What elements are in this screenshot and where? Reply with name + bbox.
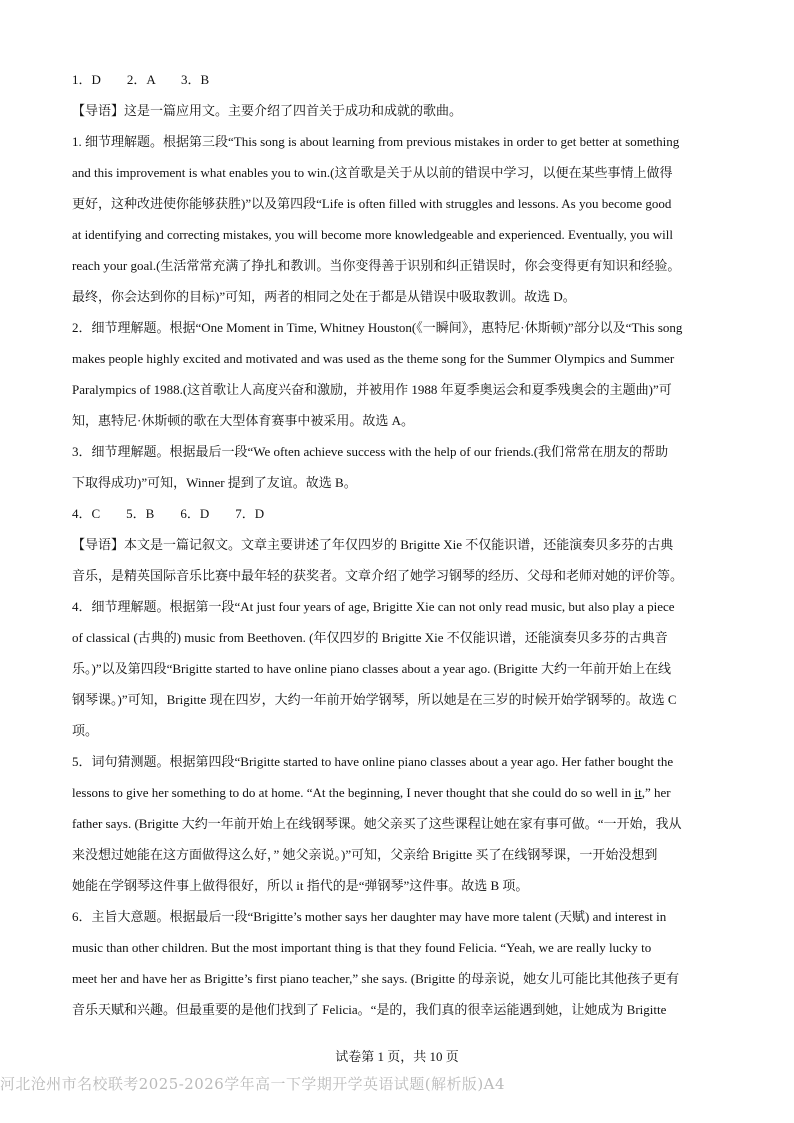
analysis-line: 音乐，是精英国际音乐比赛中最年轻的获奖者。文章介绍了她学习钢琴的经历、父母和老师对她的评价等。 xyxy=(72,568,684,583)
analysis-line: at identifying and correcting mistakes, you will become more knowledgeable and experienced. Eventually, you will xyxy=(72,227,673,242)
analysis-line: 3．细节理解题。根据最后一段“We often achieve success with the help of our friends.(我们常常在朋友的帮助 xyxy=(72,444,669,459)
analysis-line: father says. (Brigitte 大约一年前开始上在线钢琴课。她父亲买了这些课程让她在家有事可做。“一开始，我从 xyxy=(72,816,682,831)
analysis-line: 4．细节理解题。根据第一段“At just four years of age, Brigitte Xie can not only read music, but also play a piece xyxy=(72,599,675,614)
analysis-line: 5．词句猜测题。根据第四段“Brigitte started to have online piano classes about a year ago. Her father bought the xyxy=(72,754,674,769)
analysis-line: 6．主旨大意题。根据最后一段“Brigitte’s mother says her daughter may have more talent (天赋) and interest in xyxy=(72,909,667,924)
analysis-line: 她能在学钢琴这件事上做得很好，所以 it 指代的是“弹钢琴”这件事。故选 B 项。 xyxy=(72,878,529,893)
guide-text-2: 【导语】本文是一篇记叙文。文章主要讲述了年仅四岁的 Brigitte Xie 不仅能识谱，还能演奏贝多芬的古典 xyxy=(72,537,674,552)
analysis-line: 乐。)”以及第四段“Brigitte started to have online piano classes about a year ago. (Brigitte 大约一年前开始上在线 xyxy=(72,661,671,676)
answer-analysis-body xyxy=(72,64,732,1025)
analysis-line: music than other children. But the most important thing is that they found Felicia. “Yeah, we are really lucky to xyxy=(72,940,652,955)
answer-line-1: 1．D 2．A 3．B xyxy=(72,72,210,87)
analysis-line: 1. 细节理解题。根据第三段“This song is about learning from previous mistakes in order to get better at something xyxy=(72,134,680,149)
analysis-line: Paralympics of 1988.(这首歌让人高度兴奋和激励，并被用作 1988 年夏季奥运会和夏季残奥会的主题曲)”可 xyxy=(72,382,672,397)
watermark-text: 河北沧州市名校联考2025-2026学年高一下学期开学英语试题(解析版)A4 xyxy=(0,1075,505,1093)
answer-line-2: 4．C 5．B 6．D 7．D xyxy=(72,506,265,521)
analysis-line: 音乐天赋和兴趣。但最重要的是他们找到了 Felicia。“是的，我们真的很幸运能遇到她，让她成为 Brigitte xyxy=(72,1002,667,1017)
analysis-text: ,” her xyxy=(641,785,671,800)
analysis-line: makes people highly excited and motivated and was used as the theme song for the Summer Olympics and Summer xyxy=(72,351,675,366)
analysis-line: 下取得成功)”可知，Winner 提到了友谊。故选 B。 xyxy=(72,475,357,490)
analysis-line: 项。 xyxy=(72,723,99,738)
analysis-line: and this improvement is what enables you to win.(这首歌是关于从以前的错误中学习，以便在某些事情上做得 xyxy=(72,165,673,180)
analysis-line: 钢琴课。)”可知，Brigitte 现在四岁，大约一年前开始学钢琴，所以她是在三岁的时候开始学钢琴的。故选 C xyxy=(72,692,677,707)
analysis-line-with-underline xyxy=(72,777,732,808)
guide-text-1: 【导语】这是一篇应用文。主要介绍了四首关于成功和成就的歌曲。 xyxy=(72,103,463,118)
analysis-line: 2．细节理解题。根据“One Moment in Time, Whitney Houston(《一瞬间》，惠特尼·休斯顿)”部分以及“This song xyxy=(72,320,683,335)
analysis-text: lessons to give her something to do at home. “At the beginning, I never thought that she could do so well in xyxy=(72,785,635,800)
underlined-word: it xyxy=(634,785,642,800)
analysis-line: 来没想过她能在这方面做得这么好，” 她父亲说。)”可知，父亲给 Brigitte 买了在线钢琴课，一开始没想到 xyxy=(72,847,658,862)
page-footer: 试卷第 1 页，共 10 页 xyxy=(335,1049,459,1064)
analysis-line: 更好，这种改进使你能够获胜)”以及第四段“Life is often filled with struggles and lessons. As you become good xyxy=(72,196,672,211)
analysis-line: 最终，你会达到你的目标)”可知，两者的相同之处在于都是从错误中吸取教训。故选 D。 xyxy=(72,289,576,304)
analysis-line: 知，惠特尼·休斯顿的歌在大型体育赛事中被采用。故选 A。 xyxy=(72,413,414,428)
analysis-line: reach your goal.(生活常常充满了挣扎和教训。当你变得善于识别和纠正错误时，你会变得更有知识和经验。 xyxy=(72,258,681,273)
analysis-line: of classical (古典的) music from Beethoven. (年仅四岁的 Brigitte Xie 不仅能识谱，还能演奏贝多芬的古典音 xyxy=(72,630,668,645)
analysis-line: meet her and have her as Brigitte’s first piano teacher,” she says. (Brigitte 的母亲说，她女儿可能比其他孩子更有 xyxy=(72,971,680,986)
